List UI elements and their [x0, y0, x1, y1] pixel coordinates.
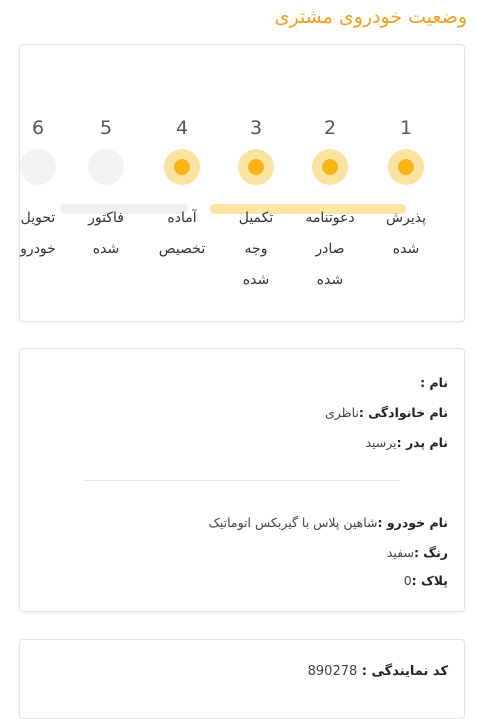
customer-father-value: یرسید	[365, 435, 397, 450]
step-6	[0, 45, 78, 323]
vehicle-plate-label: پلاک :	[411, 573, 448, 588]
customer-family-label: نام خانوادگی :	[358, 405, 448, 420]
step-label: پذیرش شده	[386, 210, 426, 257]
customer-father-row	[365, 435, 448, 450]
step-label: دعوتنامه صادر شده	[305, 210, 355, 288]
step-label: تکمیل وجه شده	[238, 210, 274, 288]
vehicle-plate-value: 0	[403, 573, 412, 588]
step-done-dot	[388, 149, 424, 185]
customer-vehicle-card	[19, 348, 465, 612]
vehicle-color-value: سفید	[386, 545, 414, 560]
page-title: وضعیت خودروی مشتری	[274, 6, 467, 28]
vehicle-color-label: رنگ :	[413, 545, 448, 560]
vehicle-color-row	[387, 545, 448, 560]
agency-code-label: کد نمایندگی :	[357, 664, 448, 679]
step-pending-dot	[20, 149, 56, 185]
section-divider	[84, 480, 400, 481]
customer-name-label: نام :	[420, 375, 448, 390]
step-label: فاکتور شده	[88, 210, 124, 257]
customer-family-value: ناظری	[324, 405, 359, 420]
customer-father-label: نام پدر :	[396, 435, 448, 450]
agency-code-row	[308, 664, 448, 679]
customer-family-row	[325, 405, 448, 420]
customer-name-row	[420, 375, 448, 390]
step-label: آماده تخصیص	[158, 210, 206, 257]
agency-code-value: 890278	[307, 664, 358, 679]
step-number: 3	[249, 117, 263, 139]
step-label: تحویل خودرو	[20, 210, 56, 257]
step-pending-dot	[88, 149, 124, 185]
vehicle-model-label: نام خودرو :	[377, 515, 448, 530]
step-1	[366, 45, 446, 323]
step-number: 6	[31, 117, 45, 139]
step-done-dot	[238, 149, 274, 185]
vehicle-model-row	[209, 515, 448, 530]
step-number: 4	[175, 117, 189, 139]
step-number: 1	[399, 117, 413, 139]
status-stepper-card	[19, 44, 465, 322]
step-done-dot	[164, 149, 200, 185]
step-number: 2	[323, 117, 337, 139]
vehicle-plate-row	[404, 573, 448, 588]
step-number: 5	[99, 117, 113, 139]
agency-card	[19, 639, 465, 719]
step-4	[142, 45, 222, 323]
step-3	[216, 45, 296, 323]
step-done-dot	[312, 149, 348, 185]
step-2	[290, 45, 370, 323]
step-5	[66, 45, 146, 323]
status-stepper	[20, 45, 464, 321]
vehicle-model-value: شاهین پلاس با گیربکس اتوماتیک	[208, 515, 378, 530]
